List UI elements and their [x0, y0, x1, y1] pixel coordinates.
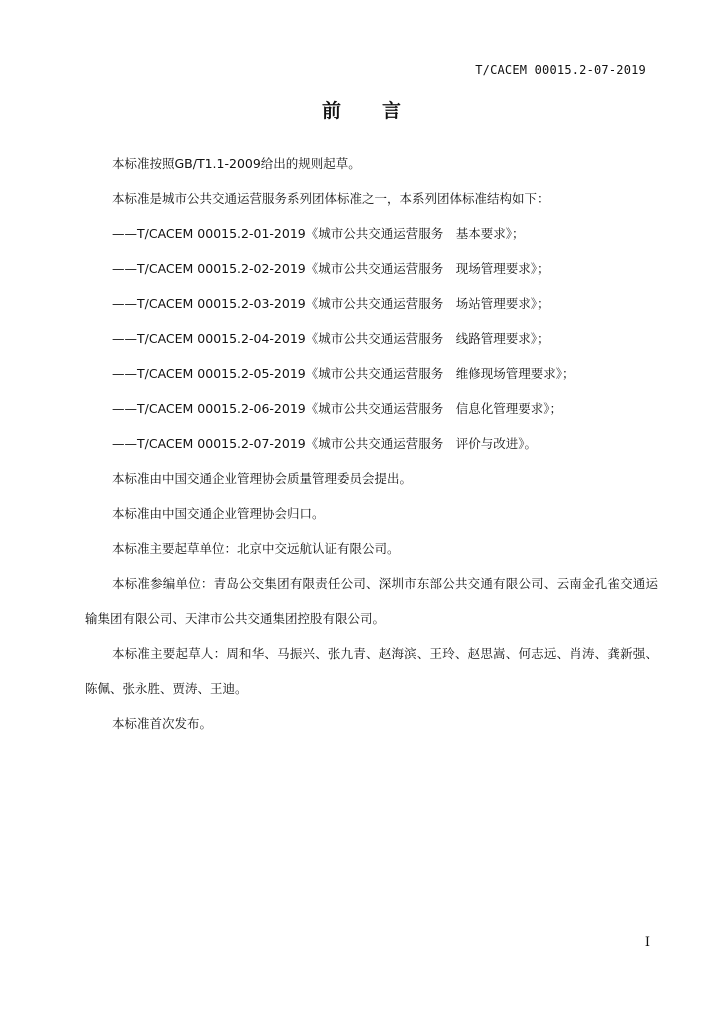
series-list-item: ——T/CACEM 00015.2-05-2019《城市公共交通运营服务 维修现场管理要求》；	[112, 366, 575, 381]
series-list-item: ——T/CACEM 00015.2-06-2019《城市公共交通运营服务 信息化管理要求》；	[112, 401, 562, 416]
series-list-item: ——T/CACEM 00015.2-03-2019《城市公共交通运营服务 场站管理要求》；	[112, 296, 550, 311]
page-title: 前 言	[321, 100, 402, 122]
managed-by-paragraph: 本标准由中国交通企业管理协会归口。	[112, 506, 325, 521]
participating-units-paragraph: 本标准参编单位：青岛公交集团有限责任公司、深圳市东部公共交通有限公司、云南金孔雀交通运输集团有限公司、天津市公共交通集团控股有限公司。	[85, 576, 658, 626]
series-intro-paragraph: 本标准是城市公共交通运营服务系列团体标准之一，本系列团体标准结构如下：	[112, 191, 550, 206]
document-code: T/CACEM 00015.2-07-2019	[475, 63, 646, 77]
proposed-by-paragraph: 本标准由中国交通企业管理协会质量管理委员会提出。	[112, 471, 413, 486]
drafting-rule-paragraph: 本标准按照GB/T1.1-2009给出的规则起草。	[112, 156, 361, 171]
foreword-body	[85, 146, 658, 741]
page-number: I	[644, 935, 650, 950]
main-drafting-unit-paragraph: 本标准主要起草单位：北京中交远航认证有限公司。	[112, 541, 400, 556]
series-list-item: ——T/CACEM 00015.2-01-2019《城市公共交通运营服务 基本要求》；	[112, 226, 525, 241]
series-list-item: ——T/CACEM 00015.2-07-2019《城市公共交通运营服务 评价与改进》。	[112, 436, 537, 451]
series-list-item: ——T/CACEM 00015.2-04-2019《城市公共交通运营服务 线路管理要求》；	[112, 331, 550, 346]
first-release-paragraph: 本标准首次发布。	[112, 716, 213, 731]
main-drafters-paragraph: 本标准主要起草人：周和华、马振兴、张九青、赵海滨、王玲、赵思嵩、何志远、肖涛、龚新强、陈佩、张永胜、贾涛、王迪。	[85, 646, 658, 696]
series-list-item: ——T/CACEM 00015.2-02-2019《城市公共交通运营服务 现场管理要求》；	[112, 261, 550, 276]
